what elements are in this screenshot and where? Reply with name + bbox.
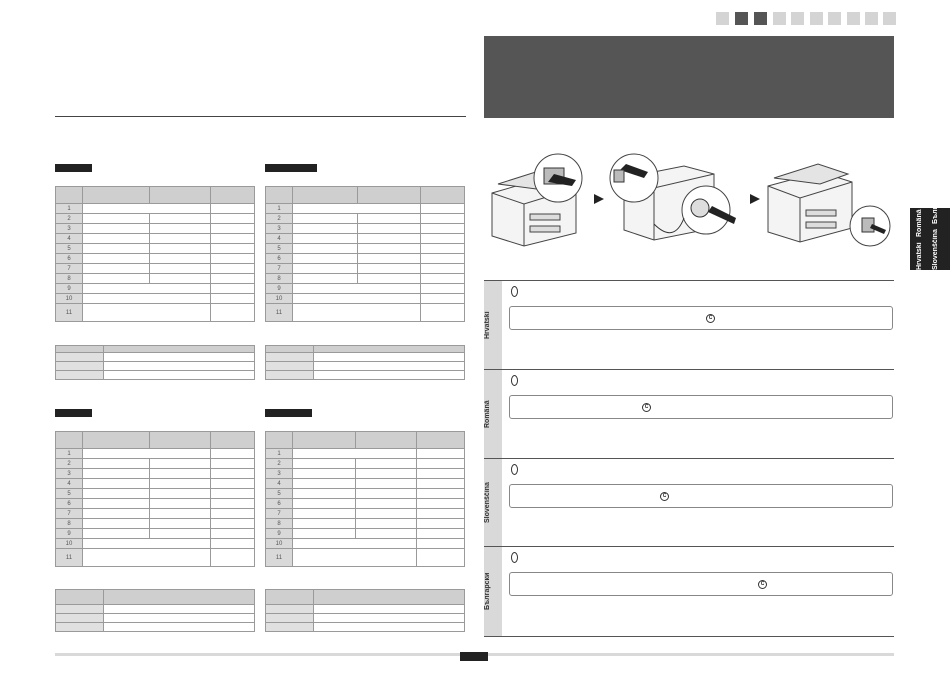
row-number: 5 [266, 244, 293, 254]
page-indicator-square-active [735, 12, 748, 25]
lang-section-ro [484, 369, 894, 459]
row-number: 2 [56, 214, 83, 224]
row-number: 6 [266, 499, 293, 509]
row-number: 2 [56, 459, 83, 469]
section-label-bar [265, 409, 312, 417]
summary-table [265, 589, 465, 632]
page-indicator-square [810, 12, 823, 25]
row-number: 2 [266, 459, 293, 469]
row-number: 1 [266, 204, 293, 214]
instruction-box [509, 484, 893, 508]
section-label-bar [55, 164, 92, 172]
step-one-icon [511, 552, 518, 563]
row-number: 7 [266, 264, 293, 274]
row-number: 4 [56, 234, 83, 244]
row-number: 10 [266, 539, 293, 549]
row-number: 7 [56, 509, 83, 519]
side-tab-col [916, 208, 923, 270]
row-number: 9 [56, 529, 83, 539]
row-number: 3 [266, 224, 293, 234]
page-indicator-square [773, 12, 786, 25]
row-number: 11 [266, 304, 293, 322]
section-label-bar [55, 409, 92, 417]
row-number: 4 [266, 234, 293, 244]
row-number: 11 [266, 549, 293, 567]
section-rule [55, 116, 466, 117]
arrow-right-icon [594, 194, 604, 204]
summary-table [55, 345, 255, 380]
row-number: 1 [266, 449, 293, 459]
instruction-box [509, 395, 893, 419]
side-tab-label: Български [932, 186, 939, 225]
spec-table [265, 431, 465, 567]
row-number: 8 [266, 519, 293, 529]
lang-section-hr [484, 280, 894, 370]
row-number: 8 [266, 274, 293, 284]
header-banner [484, 36, 894, 118]
page-indicator-square [828, 12, 841, 25]
arrow-right-icon [750, 194, 760, 204]
row-number: 3 [56, 469, 83, 479]
spec-table [55, 186, 255, 322]
side-tab-label: Română [916, 209, 923, 238]
spec-table [265, 186, 465, 322]
side-tab-col [932, 186, 939, 270]
row-number: 10 [56, 294, 83, 304]
row-number: 9 [266, 284, 293, 294]
row-number: 1 [56, 204, 83, 214]
row-number: 10 [266, 294, 293, 304]
instruction-box [509, 572, 893, 596]
page-indicator-square [847, 12, 860, 25]
row-number: 4 [56, 479, 83, 489]
language-side-tab [910, 186, 950, 270]
lang-section-bg [484, 546, 894, 637]
lang-name: Slovenščina [484, 482, 491, 524]
spec-table [55, 431, 255, 567]
row-number: 3 [266, 469, 293, 479]
lang-name: Hrvatski [484, 311, 491, 340]
page-indicator-square [883, 12, 896, 25]
step-one-icon [511, 464, 518, 475]
lang-section-sl [484, 458, 894, 547]
row-number: 3 [56, 224, 83, 234]
row-number: 8 [56, 519, 83, 529]
row-number: 11 [56, 304, 83, 322]
page-indicator-square [791, 12, 804, 25]
row-number: 8 [56, 274, 83, 284]
row-number: 5 [56, 489, 83, 499]
button-mark-icon: C [758, 580, 767, 589]
row-number: 10 [56, 539, 83, 549]
button-mark-icon: C [660, 492, 669, 501]
button-mark-icon: C [642, 403, 651, 412]
summary-table [265, 345, 465, 380]
row-number: 7 [56, 264, 83, 274]
side-tab-label: Slovenščina [932, 229, 939, 270]
printer-power-illustration [484, 148, 894, 248]
page-indicator-square [716, 12, 729, 25]
row-number: 7 [266, 509, 293, 519]
lang-name: Română [484, 400, 491, 429]
printer-front-icon [768, 164, 852, 242]
row-number: 2 [266, 214, 293, 224]
row-number: 1 [56, 449, 83, 459]
page-number-tab [460, 652, 488, 661]
step-one-icon [511, 375, 518, 386]
row-number: 5 [266, 489, 293, 499]
button-mark-icon: C [706, 314, 715, 323]
row-number: 9 [266, 529, 293, 539]
row-number: 6 [56, 499, 83, 509]
page-indicator-square-active [754, 12, 767, 25]
step-one-icon [511, 286, 518, 297]
lang-name: Български [484, 572, 491, 611]
instruction-box [509, 306, 893, 330]
section-label-bar [265, 164, 317, 172]
row-number: 4 [266, 479, 293, 489]
row-number: 5 [56, 244, 83, 254]
side-tab-label: Hrvatski [916, 242, 923, 270]
row-number: 11 [56, 549, 83, 567]
row-number: 6 [56, 254, 83, 264]
page-indicator-square [865, 12, 878, 25]
row-number: 9 [56, 284, 83, 294]
summary-table [55, 589, 255, 632]
row-number: 6 [266, 254, 293, 264]
